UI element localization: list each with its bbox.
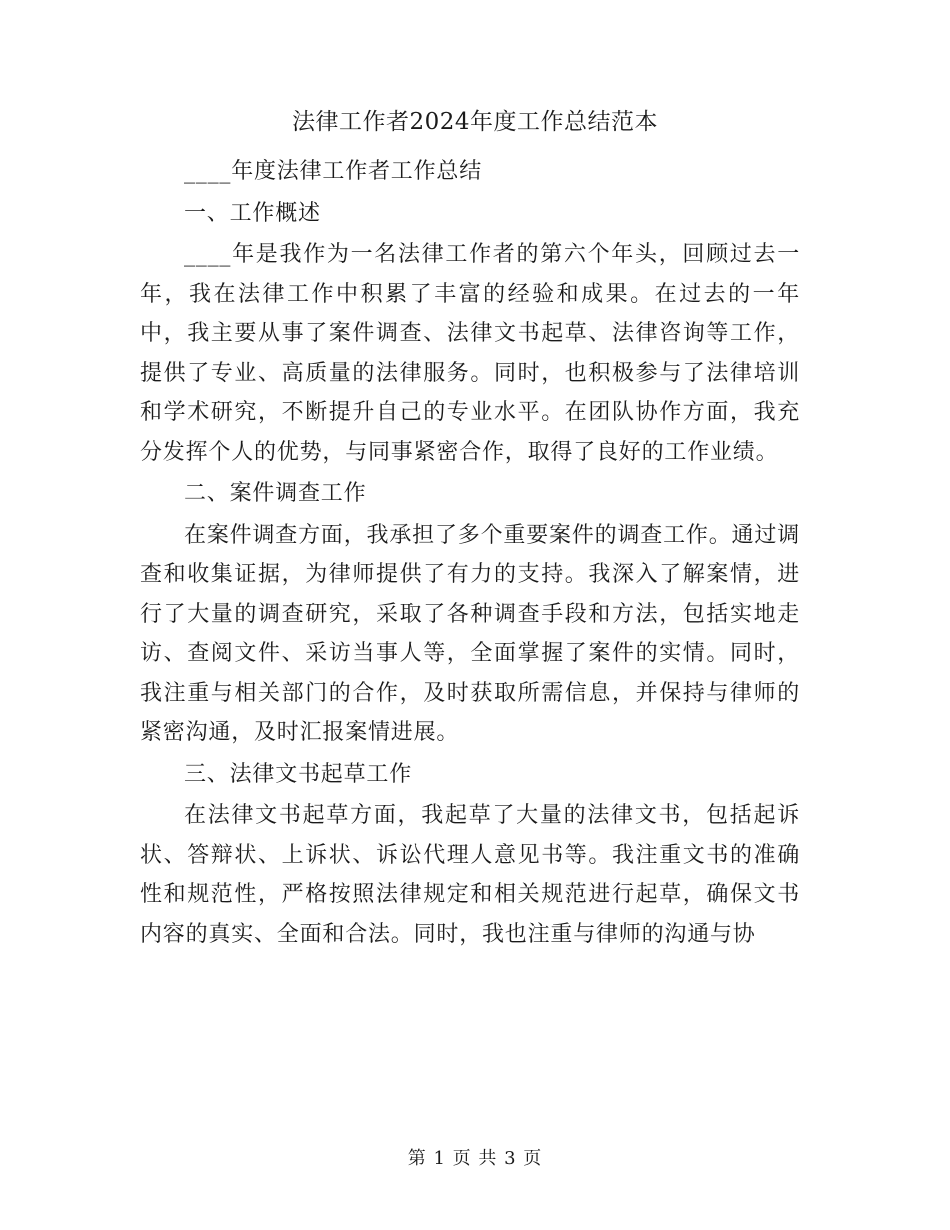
page-footer: 第 1 页 共 3 页 bbox=[407, 1148, 543, 1169]
section-paragraph: ____年是我作为一名法律工作者的第六个年头，回顾过去一年，我在法律工作中积累了丰富的经验和成果。在过去的一年中，我主要从事了案件调查、法律文书起草、法律咨询等工作，提供了专业、高质量的法律服务。同时，也积极参与了法律培训和学术研究，不断提升自己的专业水平。在团队协作方面，我充分发挥个人的优势，与同事紧密合作，取得了良好的工作业绩。 bbox=[140, 242, 800, 465]
section-paragraph: 在法律文书起草方面，我起草了大量的法律文书，包括起诉状、答辩状、上诉状、诉讼代理人意见书等。我注重文书的准确性和规范性，严格按照法律规定和相关规范进行起草，确保文书内容的真实、全面和合法。同时，我也注重与律师的沟通与协 bbox=[140, 803, 800, 947]
section-heading: 一、工作概述 bbox=[184, 200, 321, 226]
section-heading: 三、法律文书起草工作 bbox=[184, 761, 413, 787]
section-heading: 二、案件调查工作 bbox=[184, 481, 367, 506]
document-body bbox=[140, 150, 800, 954]
section-paragraph: 在案件调查方面，我承担了多个重要案件的调查工作。通过调查和收集证据，为律师提供了有力的支持。我深入了解案情，进行了大量的调查研究，采取了各种调查手段和方法，包括实地走访、查阅文件、采访当事人等，全面掌握了案件的实情。同时，我注重与相关部门的合作，及时获取所需信息，并保持与律师的紧密沟通，及时汇报案情进展。 bbox=[140, 522, 800, 745]
document-subtitle: ____年度法律工作者工作总结 bbox=[184, 159, 483, 184]
document-title: 法律工作者2024年度工作总结范本 bbox=[291, 109, 659, 135]
